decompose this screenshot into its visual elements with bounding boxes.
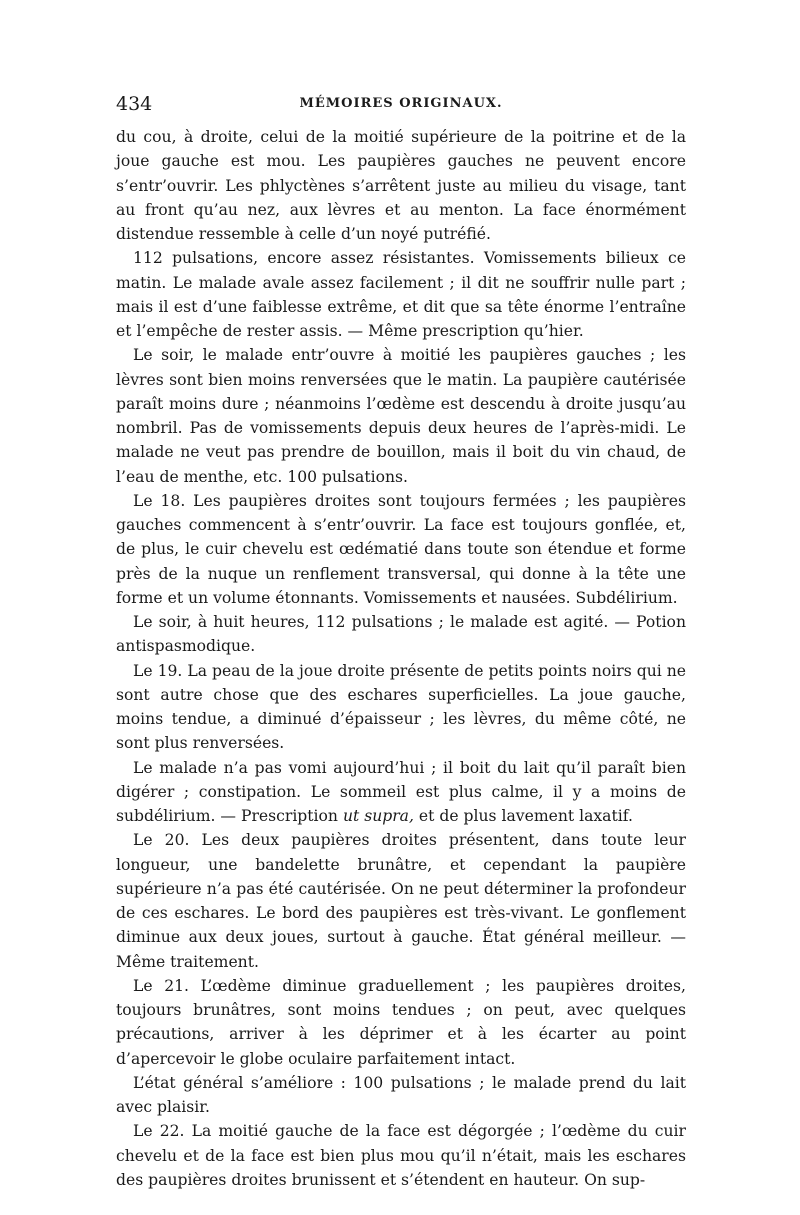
paragraph: Le soir, le malade entr’ouvre à moitié les paupières gauches ; les lèvres sont bien moins renversées que le matin. La paupière cautérisée paraît moins dure ; néanmoins l’œdème est descendu à droite jusqu’au nombril. Pas de vomissements depuis deux heures de l’après-midi. Le malade ne veut pas prendre de bouillon, mais il boit du vin chaud, de l’eau de menthe, etc. 100 pulsations.: [116, 346, 686, 486]
paragraph: Le soir, à huit heures, 112 pulsations ; le malade est agité. — Potion antispasmodique.: [116, 613, 686, 656]
running-head: MÉMOIRES ORIGINAUX.: [299, 96, 503, 111]
paragraph: Le 21. L’œdème diminue graduellement ; les paupières droites, toujours brunâtres, sont moins tendues ; on peut, avec quelques précautions, arriver à les déprimer et à les écarter au point d’apercevoir le globe oculaire parfaitement intact.: [116, 976, 686, 1068]
paragraph: Le 19. La peau de la joue droite présente de petits points noirs qui ne sont autre chose que des eschares superficielles. La joue gauche, moins tendue, a diminué d’épaisseur ; les lèvres, du même côté, ne sont plus renversées.: [116, 661, 686, 753]
paragraph: 112 pulsations, encore assez résistantes. Vomissements bilieux ce matin. Le malade avale assez facilement ; il dit ne souffrir nulle part ; mais il est d’une faiblesse extrême, et dit que sa tête énorme l’entraîne et l’empêche de rester assis. — Même prescription qu’hier.: [116, 249, 686, 340]
paragraph: Le 20. Les deux paupières droites présentent, dans toute leur longueur, une bandelette brunâtre, et cependant la paupière supérieure n’a pas été cautérisée. On ne peut déterminer la profondeur de ces eschares. Le bord des paupières est très-vivant. Le gonflement diminue aux deux joues, surtout à gauche. État général meilleur. — Même traitement.: [116, 831, 686, 971]
paragraph: L’état général s’améliore : 100 pulsations ; le malade prend du lait avec plaisir.: [116, 1073, 686, 1116]
latin-phrase: ut supra,: [342, 807, 414, 825]
page-number: 434: [116, 93, 153, 115]
paragraph-text: Le malade n’a pas vomi aujourd’hui ; il boit du lait qu’il paraît bien digérer ; constipation. Le sommeil est plus calme, il y a moins de subdélirium. — Prescription: [116, 758, 686, 825]
paragraph-text: et de plus lavement laxatif.: [413, 807, 633, 825]
paragraph: [116, 756, 686, 829]
paragraph: Le 18. Les paupières droites sont toujours fermées ; les paupières gauches commencent à s’entr’ouvrir. La face est toujours gonflée, et, de plus, le cuir chevelu est œdématié dans toute son étendue et forme près de la nuque un renflement transversal, qui donne à la tête une forme et un volume étonnants. Vomissements et nausées. Subdélirium.: [116, 491, 686, 607]
page-header: [116, 93, 686, 119]
book-page: [116, 93, 686, 1192]
paragraph: Le 22. La moitié gauche de la face est dégorgée ; l’œdème du cuir chevelu et de la face est bien plus mou qu’il n’était, mais les eschares des paupières droites brunissent et s’étendent en hauteur. On sup-: [116, 1122, 686, 1189]
paragraph: du cou, à droite, celui de la moitié supérieure de la poitrine et de la joue gauche est mou. Les paupières gauches ne peuvent encore s’entr’ouvrir. Les phlyctènes s’arrêtent juste au milieu du visage, tant au front qu’au nez, aux lèvres et au menton. La face énormément distendue ressemble à celle d’un noyé putréfié.: [116, 128, 686, 243]
body-text: [116, 125, 686, 1192]
